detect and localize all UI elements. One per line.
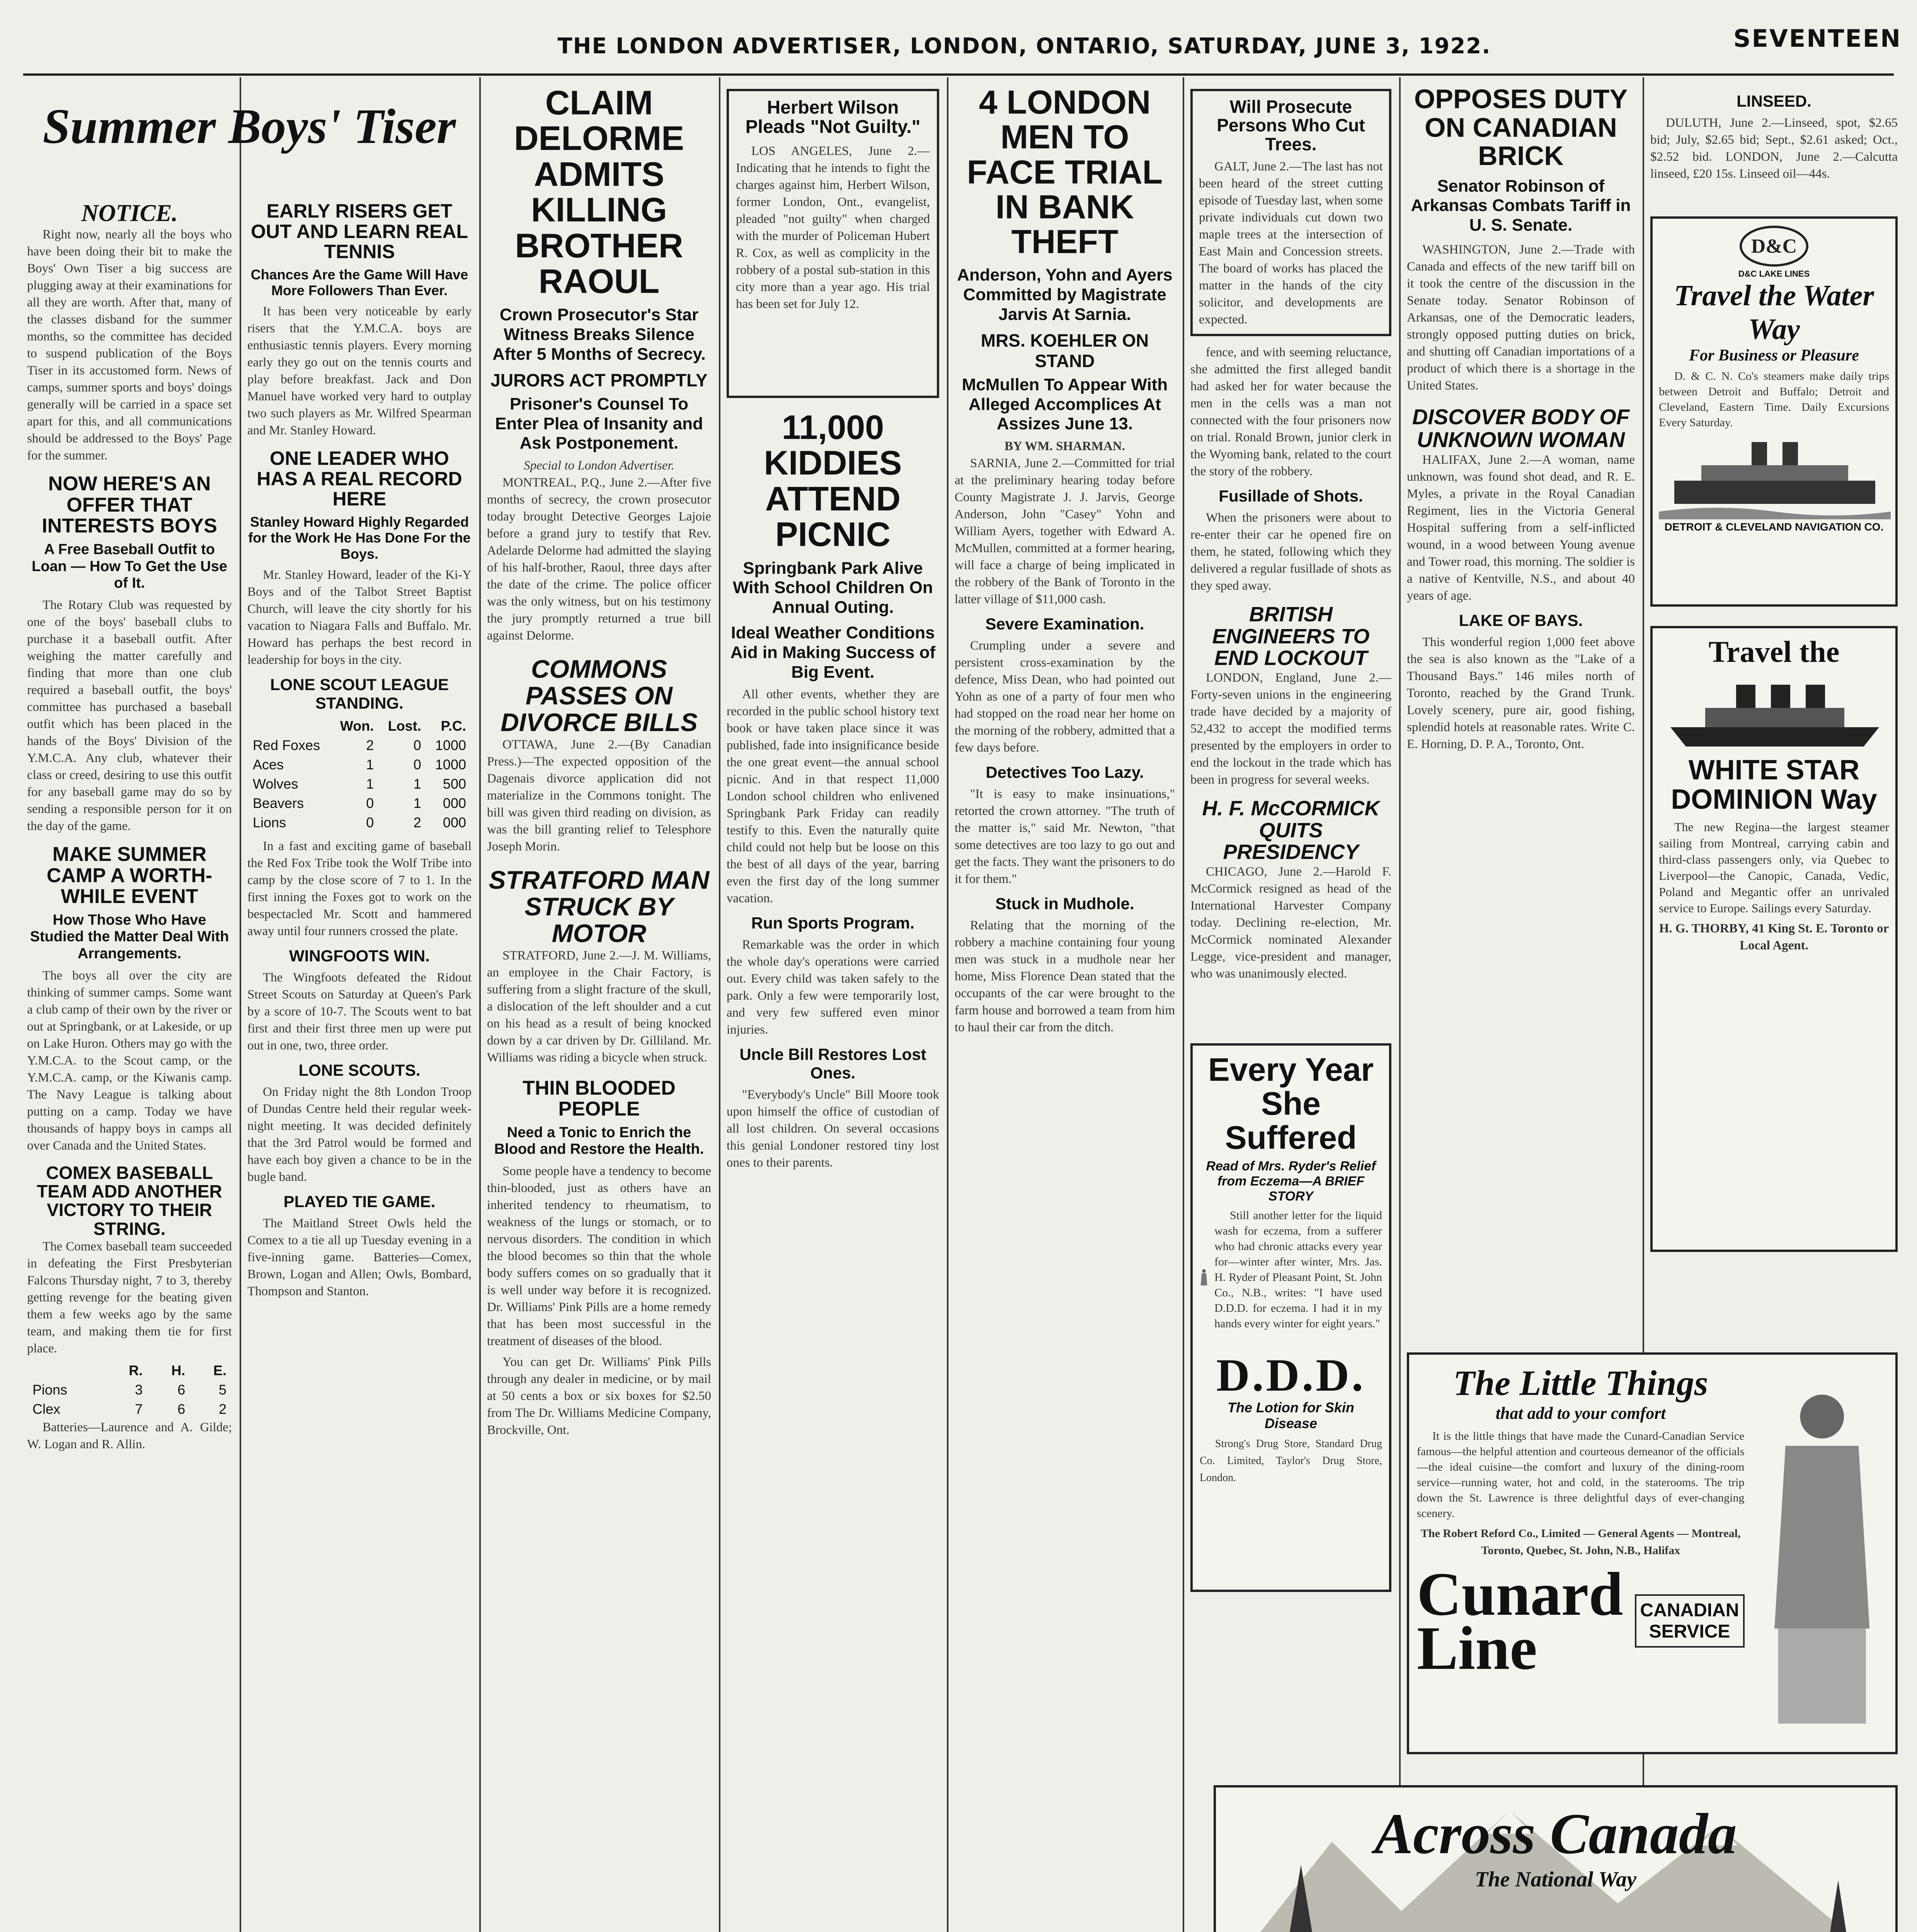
cunard-service-box xyxy=(1635,1594,1745,1648)
leader-headline: ONE LEADER WHO HAS A REAL RECORD HERE xyxy=(257,447,462,510)
wingfoots-body xyxy=(247,969,472,1054)
dc-body xyxy=(1659,369,1889,430)
standing-won: 2 xyxy=(366,737,374,753)
standing-won: 0 xyxy=(366,795,374,811)
bank-continued xyxy=(1190,344,1391,480)
dc-footer: DETROIT & CLEVELAND NAVIGATION CO. xyxy=(1664,521,1884,533)
score-header-team xyxy=(27,1361,106,1380)
table-row xyxy=(247,736,472,755)
masthead-title: THE LONDON ADVERTISER, LONDON, ONTARIO, SATURDAY, JUNE 3, 1922. xyxy=(557,34,1491,59)
standing-text: In a fast and exciting game of baseball the Red Fox Tribe took the Wolf Tribe into camp by the close score of 7 to 1. In the first inning the Foxes got to work on the bespectacled Mr. Scott and hammered away until four runners crossed the plate. xyxy=(247,839,472,938)
leader-body xyxy=(247,566,472,668)
cunard-service-2: SERVICE xyxy=(1649,1621,1730,1642)
standing-won: 1 xyxy=(366,776,374,792)
bays-headline: LAKE OF BAYS. xyxy=(1459,611,1583,629)
score-runs: 7 xyxy=(135,1401,143,1417)
standing-won: 0 xyxy=(366,814,374,830)
shots-body xyxy=(1190,509,1391,594)
cnr-content xyxy=(1225,1801,1886,1932)
trees-headline: Will Prosecute Persons Who Cut Trees. xyxy=(1217,97,1365,154)
cnr-ad xyxy=(1214,1785,1898,1932)
cunard-brand-line-2: Line xyxy=(1417,1614,1537,1682)
bank-byline: BY WM. SHARMAN. xyxy=(1004,439,1125,453)
standing-team: Beavers xyxy=(253,795,304,811)
brick-text: WASHINGTON, June 2.—Trade with Canada and effects of the new tariff bill on it took the centre of the discussion in the Senate today. Senator Robinson of Arkansas, one of the Democratic leaders, strongly opposed putting duties on brick, and shutting off Canadian importations of a product of which there is a shortage in the United States. xyxy=(1407,243,1635,393)
tennis-deck: Chances Are the Game Will Have More Followers Than Ever. xyxy=(250,266,468,298)
bays-text: This wonderful region 1,000 feet above the sea is also known as the "Lake of a Thousand Bays." 146 miles north of Toronto, reached by the Grand Trunk. Lovely scenery, pure air, good fishing, splendid hotels at reasonable rates. Write C. E. Horning, D. P. A., Toronto, Ont. xyxy=(1407,635,1635,751)
column-rule xyxy=(719,77,720,1932)
offer-body xyxy=(27,597,232,835)
dc-title: Travel the Water Way xyxy=(1674,279,1874,345)
batteries-text: Batteries—Laurence and A. Gilde; W. Logan and R. Allin. xyxy=(27,1420,232,1451)
wingfoots-headline: WINGFOOTS WIN. xyxy=(289,946,430,965)
score-header-hits: H. xyxy=(171,1362,186,1378)
standing-pc: 1000 xyxy=(435,756,466,772)
picnic-text-3: "Everybody's Uncle" Bill Moore took upon himself the office of custodian of all lost children. On several occasions this genial Londoner restored tiny lost ones to their parents. xyxy=(727,1088,939,1170)
notice-text: Right now, nearly all the boys who have been doing their bit to make the Boys' Own Tiser a big success are plugging away at their examinations for all they are worth. After that, many of the classes disband for the summer months, so the committee has decided to suspend publication of the Boys Tiser in its accustomed form. News of camps, summer sports and boys' doings generally will be carried in a space set apart for this, and all communications should be addressed to the Boys' Page for the summer. xyxy=(27,228,232,463)
cunard-brand xyxy=(1417,1560,1623,1682)
column-rule xyxy=(1183,77,1184,1932)
cunard-text xyxy=(1417,1362,1745,1744)
leader-deck: Stanley Howard Highly Regarded for the Work He Has Done For the Boys. xyxy=(248,514,471,562)
bank-body-2 xyxy=(955,637,1175,756)
commons-headline: COMMONS PASSES ON DIVORCE BILLS xyxy=(501,654,698,737)
table-row xyxy=(247,794,472,813)
stratford-text: STRATFORD, June 2.—J. M. Williams, an employee in the Chair Factory, is suffering from a slight fracture of the skull, a dislocation of the left shoulder and a cut on his head as a result of being knocked down by a car driven by Dr. Gilliland. Mr. Williams was riding a bicycle when struck. xyxy=(487,948,711,1065)
ddd-headline-1: Every Year xyxy=(1208,1051,1374,1088)
score-errors: 5 xyxy=(218,1381,226,1398)
picnic-body xyxy=(727,686,939,907)
lone-headline: LONE SCOUTS. xyxy=(298,1061,421,1079)
comex-body xyxy=(27,1238,232,1357)
score-team: Pions xyxy=(32,1381,68,1398)
standing-header-lost: Lost. xyxy=(388,718,421,734)
bank-text-2: Crumpling under a severe and persistent cross-examination by the defence, Miss Dean, who had pointed out Yohn as one of a party of four men who had stopped on the road near her home on the morning of the robbery, admitted that a few days before. xyxy=(955,638,1175,755)
shots-sub: Fusillade of Shots. xyxy=(1219,487,1363,505)
cunard-body xyxy=(1417,1429,1745,1521)
ws-travel: Travel the xyxy=(1708,635,1840,668)
steamer-icon xyxy=(1659,434,1891,519)
picnic-body-3 xyxy=(727,1086,939,1171)
table-row xyxy=(27,1380,232,1400)
standing-table xyxy=(247,716,472,832)
woman-body xyxy=(1407,451,1635,604)
ddd-content xyxy=(1200,1208,1382,1347)
bank-body-3 xyxy=(955,786,1175,888)
offer-text: The Rotary Club was requested by one of the boys' baseball clubs to purchase it a baseball outfit. After weighing the matter carefully and finding that more than one club required a baseball outfit, the boys' committee has purchased a baseball outfit which has been placed in the hands of the Boys' Division of the Y.M.C.A. Any club, whatever their class or creed, desiring to use this outfit for any baseball game may do so by sending a responsible person for it on the day of the game. xyxy=(27,598,232,833)
bank-headline: 4 LONDON MEN TO FACE TRIAL IN BANK THEFT xyxy=(967,85,1163,261)
dc-subtitle: For Business or Pleasure xyxy=(1689,347,1859,364)
picnic-deck-2: Ideal Weather Conditions Aid in Making Success of Big Event. xyxy=(730,623,936,682)
delorme-text: MONTREAL, P.Q., June 2.—After five months of secrecy, the crown prosecutor today brought Detective Georges Lajoie before a grand jury to testify that Rev. Adelarde Delorme had admitted the slaying of his half-brother, Raoul, three days after the date of the crime. The police officer was the only witness, but on his testimony the jury promptly returned a true bill against Delorme. xyxy=(487,475,711,643)
table-row xyxy=(247,716,472,736)
table-row xyxy=(27,1361,232,1380)
column-3 xyxy=(487,85,711,1932)
wilson-text: LOS ANGELES, June 2.—Indicating that he intends to fight the charges against him, Herbert Wilson, former London, Ont., evangelist, pleaded "not guilty" when charged with the murder of Policeman Hubert R. Cox, as well as complicity in the robbery of a postal sub-station in this city more than a year ago. His trial has been set for July 12. xyxy=(736,144,930,311)
ddd-footer-text: Strong's Drug Store, Standard Drug Co. Limited, Taylor's Drug Store, London. xyxy=(1200,1437,1382,1484)
standing-lost: 0 xyxy=(413,737,421,753)
trees-box xyxy=(1190,89,1391,336)
table-row xyxy=(247,755,472,774)
standing-header-won: Won. xyxy=(340,718,374,734)
standing-pc: 1000 xyxy=(435,737,466,753)
bank-sub-3: Stuck in Mudhole. xyxy=(995,894,1134,913)
tie-body xyxy=(247,1215,472,1300)
picnic-sub-1: Run Sports Program. xyxy=(751,914,915,932)
column-2 xyxy=(247,201,472,1932)
delorme-headline: CLAIM DELORME ADMITS KILLING BROTHER RAOUL xyxy=(514,85,684,300)
bank-sub-2: Detectives Too Lazy. xyxy=(986,763,1144,781)
bank-text-3: "It is easy to make insinuations," retorted the crown attorney. "The truth of the matter is," said Mr. Newton, "that some detectives are too lazy to go out and get the facts. They want the prisoners to do it for them." xyxy=(955,787,1175,886)
standing-pc: 000 xyxy=(443,814,466,830)
lone-body xyxy=(247,1083,472,1185)
dc-anchor-icon xyxy=(1739,225,1809,267)
picnic-text: All other events, whether they are recorded in the public school history text book or have taken place since it was published, fade into insignificance beside the one great event—the annual school picnic. And in that respect 11,000 London school children who enlivened Springbank Park Friday can readily testify to this. Even the naturally quite child could not help but be loose on this the best of all days of the year, barring even the first day of the long summer vacation. xyxy=(727,687,939,906)
bank-deck-2: MRS. KOEHLER ON STAND xyxy=(981,330,1149,371)
score-team: Clex xyxy=(32,1401,61,1417)
ddd-text: Still another letter for the liquid wash for eczema, from a sufferer who had chronic attacks every year for—winter after winter, Mrs. Jas. H. Ryder of Pleasant Point, St. John Co., N.B., writes: "I have used D.D.D. for eczema. I had it in my hands every winter for eight years." xyxy=(1214,1209,1382,1330)
standing-team: Wolves xyxy=(253,776,298,792)
standing-pc: 500 xyxy=(443,776,466,792)
camp-body xyxy=(27,967,232,1154)
cunard-subtitle: that add to your comfort xyxy=(1495,1404,1666,1423)
mcc-body xyxy=(1190,863,1391,982)
column-7 xyxy=(1407,85,1635,1399)
ddd-brand: D.D.D. xyxy=(1216,1349,1365,1401)
score-hits: 6 xyxy=(177,1401,186,1417)
offer-deck: A Free Baseball Outfit to Loan — How To Get the Use of It. xyxy=(32,541,227,592)
ddd-deck: Read of Mrs. Ryder's Relief from Eczema—A BRIEF STORY xyxy=(1206,1158,1376,1204)
cunard-agents: The Robert Reford Co., Limited — General Agents — Montreal, Toronto, Quebec, St. John, N.B., Halifax xyxy=(1420,1527,1741,1557)
banner-title: Summer Boys' Tiser xyxy=(43,99,456,154)
bank-sub-1: Severe Examination. xyxy=(985,614,1144,633)
bank-body-4 xyxy=(955,917,1175,1036)
standing-header-team xyxy=(247,716,331,736)
commons-text: OTTAWA, June 2.—(By Canadian Press.)—The expected opposition of the Dagenais divorce application did not materialize in the Commons tonight. The bill was given third reading on division, as was the bill granting relief to Telesphore Joseph Morin. xyxy=(487,737,711,854)
standing-won: 1 xyxy=(366,756,374,772)
masthead-rule xyxy=(23,73,1894,76)
blood-body xyxy=(487,1163,711,1439)
trees-body xyxy=(1199,158,1383,328)
tie-headline: PLAYED TIE GAME. xyxy=(283,1192,436,1211)
ws-text: The new Regina—the largest steamer sailing from Montreal, carrying cabin and third-class passengers only, via Quebec to Liverpool—the Canopic, Canada, Vedic, Poland and Megantic offer an unrivaled service to Europe. Sailings every Saturday. xyxy=(1659,820,1889,915)
standing-header-pc: P.C. xyxy=(441,718,466,734)
blood-text: Some people have a tendency to become thin-blooded, just as others have an inherited tendency to rheumatism, to weakness of the lungs or stomach, or to nervous disorders. The condition in which the blood becomes so thin that the whole body suffers comes on so gradually that it is well under way before it is recognized. Dr. Williams' Pink Pills are a home remedy that has been most successful in the treatment of diseases of the blood. xyxy=(487,1164,711,1349)
ddd-tagline: The Lotion for Skin Disease xyxy=(1227,1399,1354,1432)
picnic-deck: Springbank Park Alive With School Children On Annual Outing. xyxy=(733,558,933,617)
woman-headline: DISCOVER BODY OF UNKNOWN WOMAN xyxy=(1412,405,1630,452)
dc-text: D. & C. N. Co's steamers make daily trips between Detroit and Buffalo; Detroit and Cleveland, Eastern Time. Daily Excursions Every Saturday. xyxy=(1659,370,1889,429)
column-1 xyxy=(27,201,232,1932)
notice-body xyxy=(27,226,232,464)
wilson-headline: Herbert Wilson Pleads "Not Guilty." xyxy=(745,97,921,138)
table-row xyxy=(27,1400,232,1419)
tennis-text: It has been very noticeable by early risers that the Y.M.C.A. boys are enthusiastic tennis players. Every morning early they go out on the tennis courts and play before breakfast. Jack and Don Manuel have worked very hard to outplay two such players as Mr. Wilfred Spearman and Mr. Stanley Howard. xyxy=(247,304,472,438)
comex-headline: COMEX BASEBALL TEAM ADD ANOTHER VICTORY TO THEIR STRING. xyxy=(37,1162,222,1239)
bank-deck: Anderson, Yohn and Ayers Committed by Magistrate Jarvis At Sarnia. xyxy=(957,265,1173,324)
brick-headline: OPPOSES DUTY ON CANADIAN BRICK xyxy=(1414,85,1628,171)
camp-text: The boys all over the city are thinking of summer camps. Some want a club camp of their own by the river or out at Springbank, or at Lakeside, or up on Lake Huron. Others may go with the Y.M.C.A. to the Scout camp, or the Y.M.C.A. camp, or the Kiwanis camp. The Navy League is talking about putting on a camp. Today we have thousands of happy boys in camps all over Canada and the United States. xyxy=(27,968,232,1153)
lone-text: On Friday night the 8th London Troop of Dundas Centre held their regular week-night meeting. It was decided definitely that the 3rd Patrol would be formed and have each boy given a chance to be in the bugle band. xyxy=(247,1085,472,1184)
dc-ad xyxy=(1650,216,1898,607)
ws-line-1: WHITE STAR xyxy=(1688,755,1860,786)
score-errors: 2 xyxy=(218,1401,226,1417)
ddd-ad xyxy=(1190,1043,1391,1592)
bays-body xyxy=(1407,634,1635,753)
brick-body xyxy=(1407,241,1635,394)
cunard-service-1: CANADIAN xyxy=(1640,1600,1739,1621)
stratford-body xyxy=(487,947,711,1066)
ws-body xyxy=(1659,819,1889,916)
comex-text: The Comex baseball team succeeded in defeating the First Presbyterian Falcons Thursday night, 7 to 3, thereby getting revenge for the beating given them a few weeks ago by the same team, and making them tie for first place. xyxy=(27,1239,232,1355)
linseed-block xyxy=(1650,85,1898,213)
standing-lost: 1 xyxy=(413,776,421,792)
ocean-liner-icon xyxy=(1659,669,1891,754)
offer-headline: NOW HERE'S AN OFFER THAT INTERESTS BOYS xyxy=(42,473,217,537)
linseed-text: DULUTH, June 2.—Linseed, spot, $2.65 bid; July, $2.65 bid; Sept., $2.61 asked; Oct., $2.52 bid. LONDON, June 2.—Calcutta linseed, £20 15s. Linseed oil—44s. xyxy=(1650,116,1898,181)
camp-deck: How Those Who Have Studied the Matter Deal With Arrangements. xyxy=(30,912,229,962)
ddd-body xyxy=(1214,1208,1382,1347)
linseed-title: LINSEED. xyxy=(1737,92,1811,110)
standing-lost: 2 xyxy=(413,814,421,830)
leader-text: Mr. Stanley Howard, leader of the Ki-Y Boys and of the Talbot Street Baptist Church, will leave the city shortly for his vacation to Niagara Falls and Buffalo. Mr. Howard has perhaps the best record in leadership for boys in the city. xyxy=(247,568,472,667)
table-row xyxy=(247,813,472,832)
cunard-layout xyxy=(1417,1362,1888,1744)
commons-body xyxy=(487,736,711,855)
score-hits: 6 xyxy=(177,1381,186,1398)
brick-deck: Senator Robinson of Arkansas Combats Tariff in U. S. Senate. xyxy=(1411,176,1631,235)
shots-text: When the prisoners were about to re-enter their car he opened fire on them, he stated, following which they delivered a regular fusillade of shots as they sped away. xyxy=(1190,511,1391,593)
trees-text: GALT, June 2.—The last has not been heard of the street cutting episode of Tuesday last, when some private individuals cut down two maple trees at the intersection of East Main and Concession streets. The board of works has placed the matter in the hands of the city solicitor, and developments are expected. xyxy=(1199,159,1383,327)
linseed-body xyxy=(1650,114,1898,182)
camp-headline: MAKE SUMMER CAMP A WORTH-WHILE EVENT xyxy=(46,843,213,908)
picnic-text-2: Remarkable was the order in which the whole day's operations were carried out. Every child was taken safely to the park. Only a few were temporarily lost, and very few suffered even minor injuries. xyxy=(727,938,939,1037)
tennis-body xyxy=(247,303,472,439)
blood-closing: You can get Dr. Williams' Pink Pills through any dealer in medicine, or by mail at 50 cents a box or six boxes for $2.50 from The Dr. Williams Medicine Company, Brockville, Ont. xyxy=(487,1355,711,1437)
dc-lakes-label: D&C LAKE LINES xyxy=(1738,269,1810,279)
standing-team: Lions xyxy=(253,814,286,830)
tennis-headline: EARLY RISERS GET OUT AND LEARN REAL TENNIS xyxy=(250,201,468,262)
ddd-headline-2: She Suffered xyxy=(1225,1085,1357,1156)
column-rule xyxy=(947,77,948,1932)
woman-figure-icon xyxy=(1200,1208,1208,1347)
bank-text: SARNIA, June 2.—Committed for trial at the preliminary hearing today before County Magistrate J. J. Jarvis, George Anderson, John "Casey" Yohn and William Ayers, together with Edward A. McMullen, committed at a former hearing, will face a charge of being implicated in the robbery of the Bank of Toronto in the latter village of $11,000 cash. xyxy=(955,456,1175,606)
wilson-box xyxy=(727,89,939,398)
delorme-deck: Crown Prosecutor's Star Witness Breaks Silence After 5 Months of Secrecy. xyxy=(492,305,706,364)
bank-deck-3: McMullen To Appear With Alleged Accomplices At Assizes June 13. xyxy=(962,375,1168,434)
column-rule xyxy=(1399,77,1401,1932)
mcc-headline: H. F. McCORMICK QUITS PRESIDENCY xyxy=(1202,797,1380,864)
score-header-runs: R. xyxy=(129,1362,143,1378)
cunard-brand-row xyxy=(1417,1560,1745,1682)
brit-body xyxy=(1190,669,1391,788)
standing-lost: 1 xyxy=(413,795,421,811)
score-runs: 3 xyxy=(135,1381,143,1398)
bank-continued-text: fence, and with seeming reluctance, she admitted the first alleged bandit had asked her for water because the men in the cells was a man not connected with the four prisoners now on trial. Ronald Brown, junior clerk in the Wyoming bank, related to the court the story of the robbery. xyxy=(1190,345,1391,478)
blood-headline: THIN BLOODED PEOPLE xyxy=(523,1077,676,1121)
standing-title: LONE SCOUT LEAGUE STANDING. xyxy=(270,675,449,712)
cunard-body-text: It is the little things that have made the Cunard-Canadian Service famous—the helpful attention and courteous demeanor of the officials—the ideal cuisine—the comfort and luxury of the dining-room service—running water, hot and cold, in the staterooms. The trip down the St. Lawrence is three delightful days of ever-changing scenery. xyxy=(1417,1430,1745,1520)
bank-body xyxy=(955,455,1175,608)
page-number: SEVENTEEN xyxy=(1733,24,1902,53)
delorme-byline: Special to London Advertiser. xyxy=(524,458,674,473)
stratford-headline: STRATFORD MAN STRUCK BY MOTOR xyxy=(489,865,710,948)
column-rule xyxy=(479,77,481,1932)
cunard-title: The Little Things xyxy=(1453,1363,1708,1403)
ddd-footer xyxy=(1200,1435,1382,1486)
standing-pc: 000 xyxy=(443,795,466,811)
column-rule xyxy=(240,77,241,1932)
delorme-body xyxy=(487,474,711,644)
picnic-sub-2: Uncle Bill Restores Lost Ones. xyxy=(739,1045,926,1082)
comex-batteries xyxy=(27,1419,232,1453)
cnr-script-1: Across Canada xyxy=(1374,1802,1737,1866)
ws-line-2: DOMINION Way xyxy=(1671,784,1877,815)
standing-team: Red Foxes xyxy=(253,737,320,753)
mcc-text: CHICAGO, June 2.—Harold F. McCormick resigned as head of the International Harvester Company today. Declining re-election, Mr. McCormick nominated Alexander Legge, vice-president and manager, who was unanimously elected. xyxy=(1190,865,1391,981)
brit-headline: BRITISH ENGINEERS TO END LOCKOUT xyxy=(1212,603,1370,670)
white-star-ad xyxy=(1650,626,1898,1252)
cnr-script-2: The National Way xyxy=(1475,1867,1636,1891)
blood-deck: Need a Tonic to Enrich the Blood and Restore the Health. xyxy=(494,1124,704,1158)
comex-score-table xyxy=(27,1361,232,1419)
dc-logo xyxy=(1659,225,1889,279)
wingfoots-text: The Wingfoots defeated the Ridout Street Scouts on Saturday at Queen's Park by a score of 10-7. The Scouts went to bat first and their first three men up were put out in one, two, three order. xyxy=(247,970,472,1053)
woman-text: HALIFAX, June 2.—A woman, name unknown, was found shot dead, and R. E. Myles, a private in the Royal Canadian Regiment, lies in the Victoria General Hospital suffering from a self-inflicted wound, in a wood between Young avenue and Tower road, this morning. The soldier is a native of Kentville, N.S., and about 40 years of age. xyxy=(1407,452,1635,603)
table-row xyxy=(247,774,472,794)
notice-title: NOTICE. xyxy=(81,201,178,226)
cunard-ad xyxy=(1407,1352,1898,1754)
column-4 xyxy=(727,410,939,1932)
svg-text:D&C: D&C xyxy=(1751,235,1797,257)
picnic-headline: 11,000 KIDDIES ATTEND PICNIC xyxy=(764,410,902,554)
bank-text-4: Relating that the morning of the robbery a machine containing four young men was stuck in a mudhole near her home, Miss Florence Dean stated that the occupants of the car were brought to the farm house and borrowed a team from him to haul their car from the ditch. xyxy=(955,918,1175,1034)
tie-text: The Maitland Street Owls held the Comex to a tie all up Tuesday evening in a five-inning game. Batteries—Comex, Brown, Logan and Allen; Owls, Bombard, Thompson and Stanton. xyxy=(247,1216,472,1298)
delorme-deck-2: JURORS ACT PROMPTLY xyxy=(490,370,708,391)
column-5 xyxy=(955,85,1175,1932)
standing-lost: 0 xyxy=(413,756,421,772)
wilson-body xyxy=(736,143,930,313)
ws-agent: H. G. THORBY, 41 King St. E. Toronto or Local Agent. xyxy=(1659,922,1889,953)
standing-body xyxy=(247,838,472,940)
delorme-deck-3: Prisoner's Counsel To Enter Plea of Insanity and Ask Postponement. xyxy=(495,395,703,453)
brit-text: LONDON, England, June 2.—Forty-seven unions in the engineering trade have decided by a majority of 52,432 to accept the modified terms presented by the employers in order to end the lockout in the trade which has been in progress for several weeks. xyxy=(1190,671,1391,787)
boys-tiser-banner xyxy=(27,85,472,201)
standing-team: Aces xyxy=(253,756,284,772)
score-header-errors: E. xyxy=(213,1362,226,1378)
picnic-body-2 xyxy=(727,936,939,1038)
steward-illustration-icon xyxy=(1756,1362,1888,1741)
cunard-brand-line-1: Cunard xyxy=(1417,1560,1623,1628)
